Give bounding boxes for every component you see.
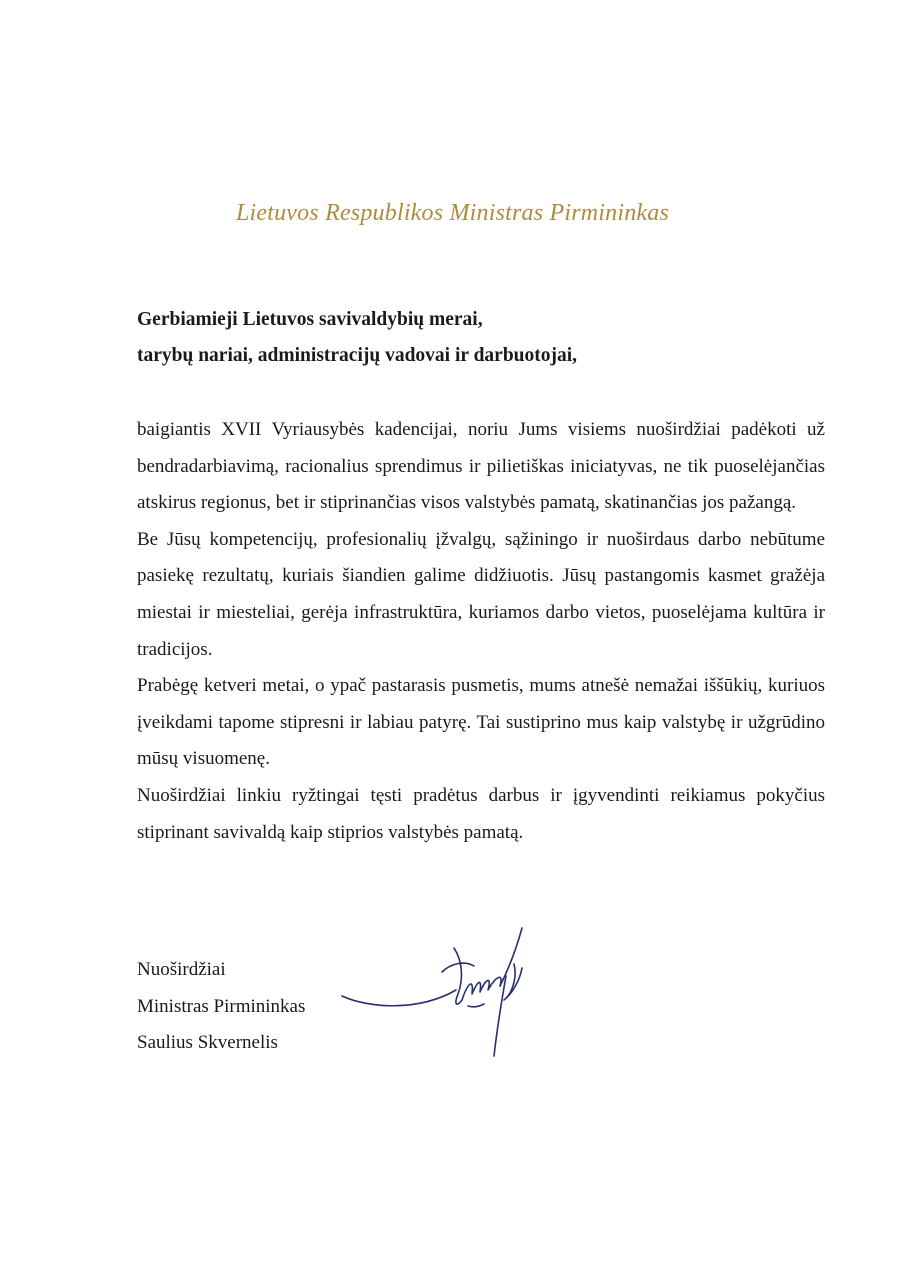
letterhead-title: Lietuvos Respublikos Ministras Pirmininkas	[235, 200, 670, 226]
paragraph: Prabėgę ketveri metai, o ypač pastarasis pusmetis, mums atnešė nemažai iššūkių, kuriuos įveikdami tapome stipresni ir labiau patyrę. Tai sustiprino mus kaip valstybę ir užgrūdino mūsų visuomenę.	[137, 675, 825, 770]
closing-block	[137, 952, 305, 1062]
signature-icon	[338, 920, 538, 1060]
signer-title: Ministras Pirmininkas	[137, 995, 306, 1017]
paragraph: Be Jūsų kompetencijų, profesionalių įžvalgų, sąžiningo ir nuoširdaus darbo nebūtume pasiekę rezultatų, kuriais šiandien galime didžiuotis. Jūsų pastangomis kasmet gražėja miestai ir miesteliai, gerėja infrastruktūra, kuriamos darbo vietos, puoselėjama kultūra ir tradicijos.	[137, 528, 825, 660]
signer-name: Saulius Skvernelis	[137, 1032, 278, 1054]
paragraph: Nuoširdžiai linkiu ryžtingai tęsti pradėtus darbus ir įgyvendinti reikiamus pokyčius stiprinant savivaldą kaip stiprios valstybės pamatą.	[137, 784, 825, 843]
paragraph: baigiantis XVII Vyriausybės kadencijai, noriu Jums visiems nuoširdžiai padėkoti už bendradarbiavimą, racionalius sprendimus ir pilietiškas iniciatyvas, ne tik puoselėjančias atskirus regionus, bet ir stiprinančias visos valstybės pamatą, skatinančias jos pažangą.	[137, 419, 825, 514]
salutation-line-1: Gerbiamieji Lietuvos savivaldybių merai,	[137, 309, 483, 330]
valediction: Nuoširdžiai	[137, 959, 226, 980]
salutation	[137, 302, 777, 374]
letter-body	[137, 412, 825, 851]
salutation-line-2: tarybų nariai, administracijų vadovai ir darbuotojai,	[137, 345, 578, 366]
